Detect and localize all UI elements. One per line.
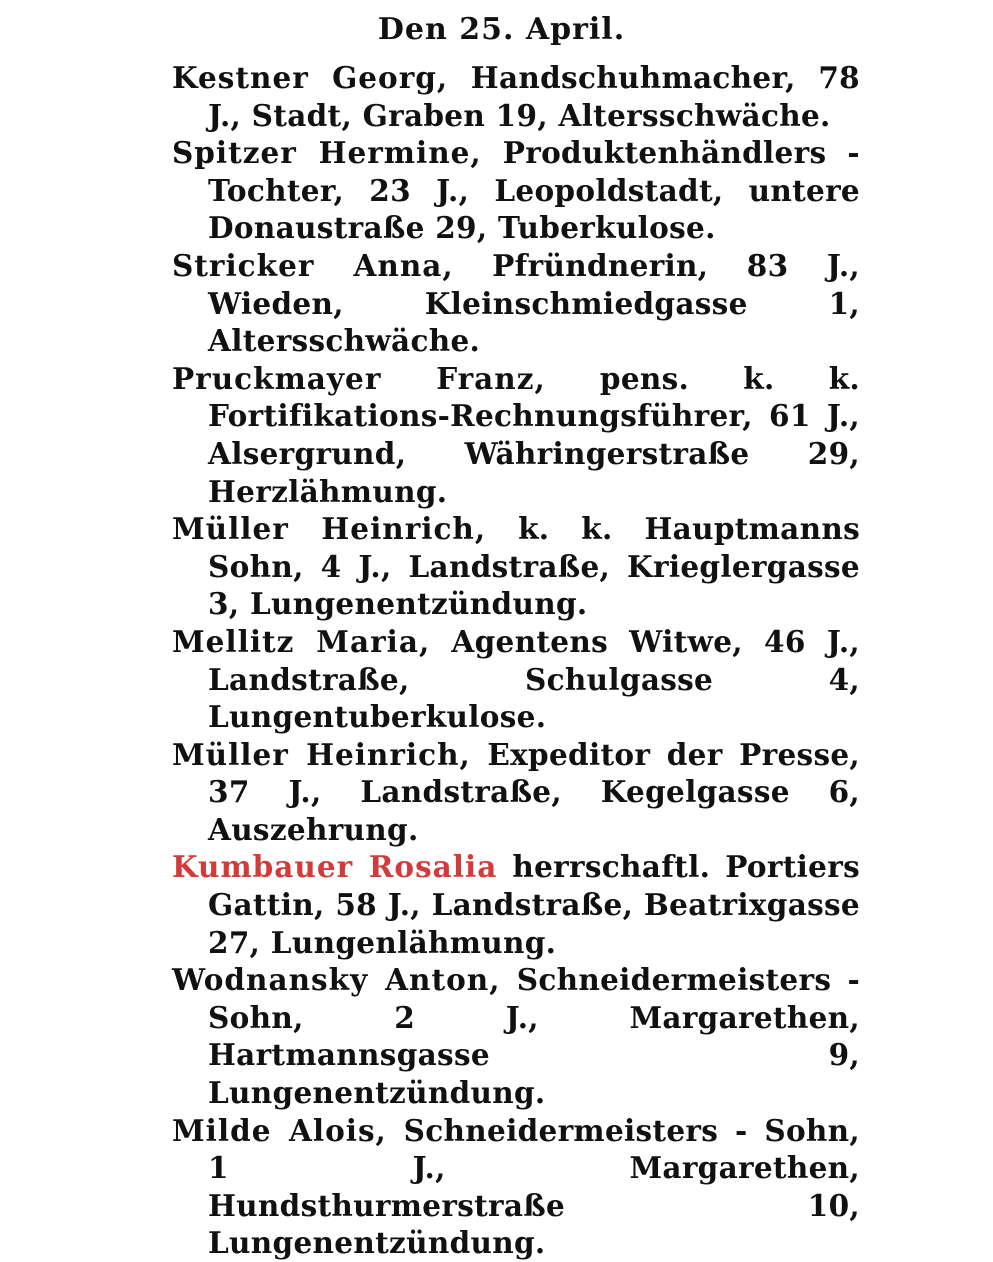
entry-text: Agentens Witwe, 46 J., Landstraße, Schulgasse 4, Lungentuberkulose. [208,623,860,735]
page-heading: Den 25. April. [377,12,626,47]
list-item [172,360,860,510]
entry-name-highlighted: Kumbauer Rosalia [172,849,498,885]
entry-name: Milde Alois, [172,1112,387,1148]
entry-name: Kestner Georg, [172,60,449,95]
entry-name: Pruckmayer Franz, [172,360,546,396]
list-item [172,247,860,360]
entry-text: Handschuhmacher, 78 J., Stadt, Graben 19, Altersschwäche. [208,60,860,133]
entry-name: Stricker Anna, [172,247,454,283]
entry-name: Spitzer Hermine, [172,135,482,171]
list-item [172,134,860,247]
list-item [172,736,860,849]
list-item [172,961,860,1111]
entry-text: herrschaftl. Portiers Gattin, 58 J., Landstraße, Beatrixgasse 27, Lungenlähmung. [208,849,860,960]
entry-text: Expeditor der Presse, 37 J., Landstraße, Kegelgasse 6, Auszehrung. [208,736,860,847]
entry-name: Müller Heinrich, [172,736,471,772]
entry-text: pens. k. k. Fortifikations-Rechnungsführer, 61 J., Alsergrund, Währingerstraße 29, Herzlähmung. [208,360,860,509]
list-item [172,848,860,961]
entry-text: Pfründnerin, 83 J., Wieden, Kleinschmiedgasse 1, Altersschwäche. [208,247,860,359]
list-item [172,623,860,736]
list-item [172,59,860,134]
entry-name: Wodnansky Anton, [172,962,501,998]
entry-text: k. k. Hauptmanns Sohn, 4 J., Landstraße, Krieglergasse 3, Lungenentzündung. [208,511,860,622]
list-item [172,1112,860,1262]
list-item [172,510,860,623]
entry-text: Schneidermeisters - Sohn, 2 J., Margarethen, Hartmannsgasse 9, Lungenentzündung. [208,962,860,1111]
entry-name: Mellitz Maria, [172,623,431,659]
death-notice-list [172,59,860,1262]
entry-text: Produktenhändlers - Tochter, 23 J., Leopoldstadt, untere Donaustraße 29, Tuberkulose. [208,135,860,246]
entry-text: Schneidermeisters - Sohn, 1 J., Margarethen, Hundsthurmerstraße 10, Lungenentzündung. [208,1112,860,1261]
entry-name: Müller Heinrich, [172,511,487,547]
